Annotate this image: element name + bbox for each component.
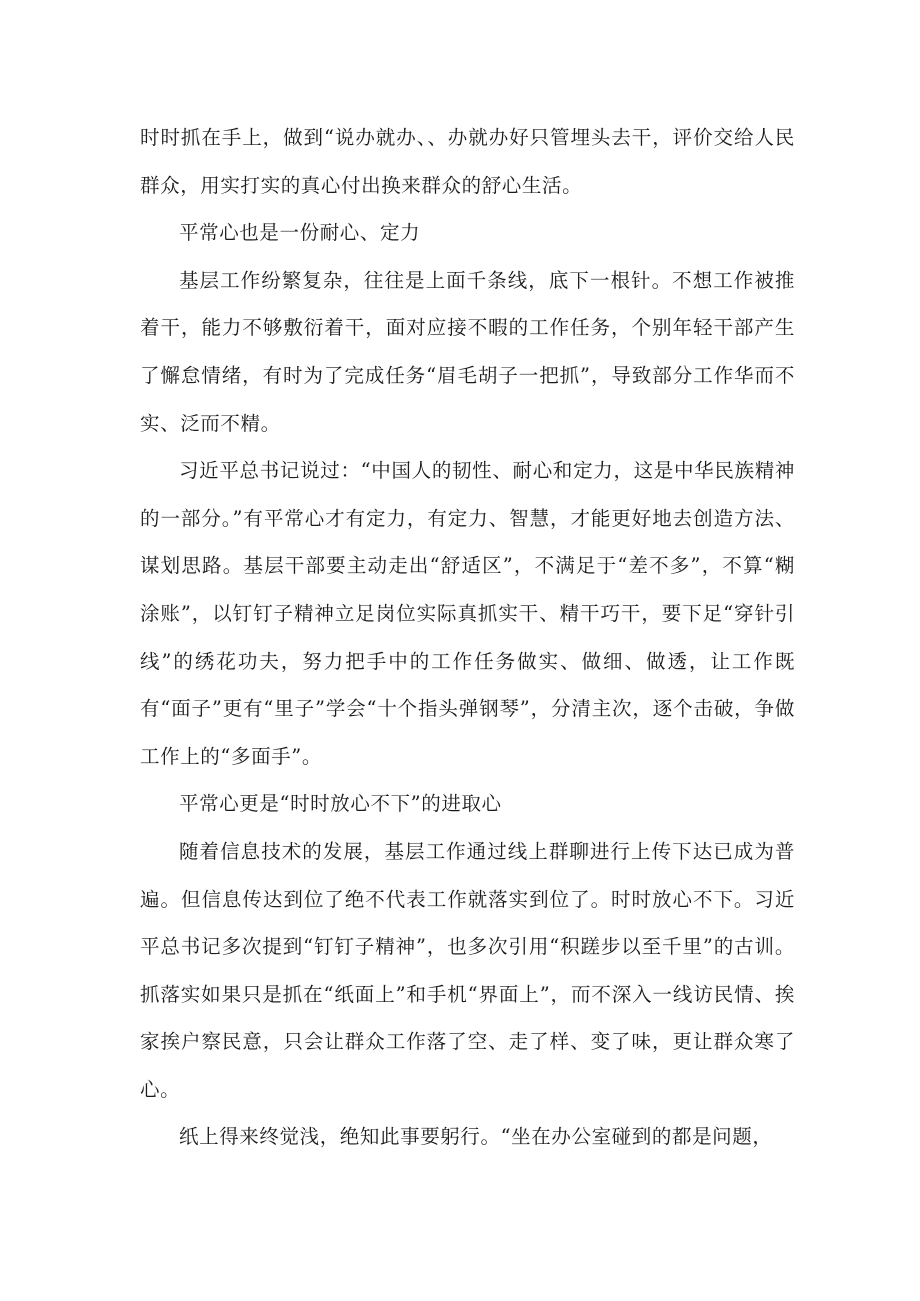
section-heading-patience: 平常心也是一份耐心、定力 [179, 221, 421, 245]
paragraph: 习近平总书记说过：“中国人的韧性、耐心和定力，这是中华民族精神的一部分。”有平常心才有定力，有定力、智慧，才能更好地去创造方法、谋划思路。基层干部要主动走出“舒适区”，不满足于“差不多”，不算“糊涂账”，以钉钉子精神立足岗位实际真抓实干、精干巧干，要下足“穿针引线”的绣花功夫，努力把手中的工作任务做实、做细、做透，让工作既有“面子”更有“里子”学会“十个指头弹钢琴”，分清主次，逐个击破，争做工作上的“多面手”。 [140, 459, 795, 768]
document-body [140, 114, 795, 1161]
paragraph: 基层工作纷繁复杂，往往是上面千条线，底下一根针。不想工作被推着干，能力不够敷衍着干，面对应接不暇的工作任务，个别年轻干部产生了懈怠情绪，有时为了完成任务“眉毛胡子一把抓”，导致部分工作华而不实、泛而不精。 [140, 268, 795, 435]
paragraph-continuation: 时时抓在手上，做到“说办就办、、办就办好只管埋头去干，评价交给人民群众，用实打实的真心付出换来群众的舒心生活。 [140, 126, 795, 197]
paragraph: 纸上得来终觉浅，绝知此事要躬行。“坐在办公室碰到的都是问题， [179, 1125, 773, 1149]
paragraph: 随着信息技术的发展，基层工作通过线上群聊进行上传下达已成为普遍。但信息传达到位了绝不代表工作就落实到位了。时时放心不下。习近平总书记多次提到“钉钉子精神”，也多次引用“积蹉步以至千里”的古训。抓落实如果只是抓在“纸面上”和手机“界面上”，而不深入一线访民情、挨家挨户察民意，只会让群众工作落了空、走了样、变了味，更让群众寒了心。 [140, 839, 795, 1101]
section-heading-enterprise: 平常心更是“时时放心不下”的进取心 [179, 792, 502, 816]
